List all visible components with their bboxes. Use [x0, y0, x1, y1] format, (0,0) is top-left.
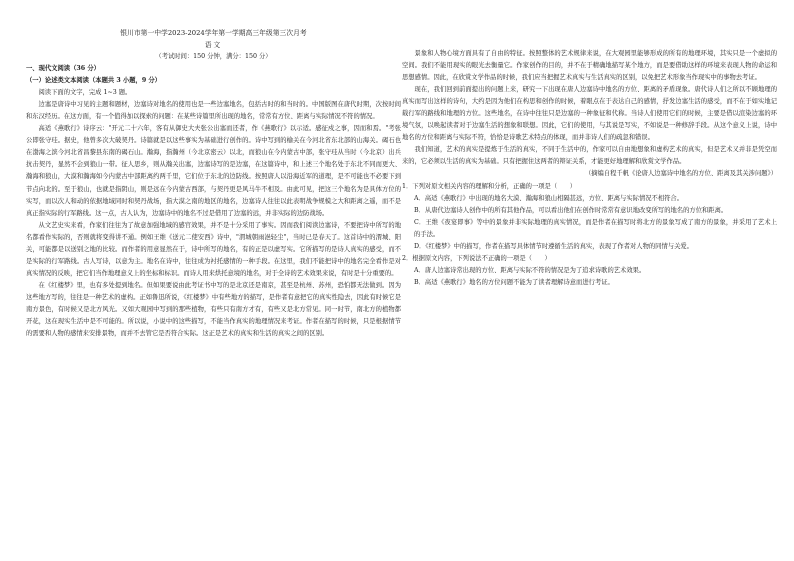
paragraph: 在《红楼梦》里，也有多处提到地名。但如果要说由此考证书中写的是北京还是南京，甚至是杭州、苏州，恐怕都无法做到。因为这些地方写的，往往是一种艺术的虚构。正如鲁迅所说，《红楼梦》中有些地方的描写，是作者有意把它的真实性隐去，因此有时候它是南方景色，有时候又是北方风光。又如大观园中写到的那些植物，有些只有南方才有，有些又是北方常见。同一时节，南北方的植物都开花，这在现实生活中是不可能的。所以说，小说中的这些描写，不能当作真实的地理情况来考证。作者在描写的时候，只是根据情节的需要和人物的感情来安排景物，而并不去管它是否符合实际。这正是艺术的真实和生活的真实之间的区别。 [26, 281, 401, 338]
answer-option[interactable]: A．唐人边塞诗常出现的方位、距离与实际不符的情况是为了追求诗歌的艺术效果。 [414, 266, 646, 274]
paragraph: 景象和人物心境方面具有了自由的特征。按照整体的艺术规律来说，在大观园里能够形成的所有的地理环境，其实只是一个虚拟的空间。我们不能用现实的眼光去衡量它。作家创作的目的，并不在于精确地描写某个地方，而是要借助这样的环境来表现人物的命运和思想感情。因此，在欣赏文学作品的时候，我们应当把握艺术真实与生活真实的区别，以免把艺术形象当作现实中的事物去考证。 [402, 50, 777, 82]
source-note: （摘编自程千帆《论唐人边塞诗中地名的方位、距离及其关涉问题》） [584, 170, 777, 178]
section-heading: 一、现代文阅读（36 分） [26, 65, 100, 73]
exam-subject: 语文 [204, 41, 223, 49]
left-column [26, 0, 401, 340]
answer-option[interactable]: D．《红楼梦》中的描写，作者在描写具体情节时遵循生活的真实，表现了作者对人物的同情与关爱。 [414, 242, 693, 250]
answer-option[interactable]: C．王维《夜宴即事》等中的景象并非实际地理的真实情况，而是作者在描写时将北方的景象写成了南方的景象，并采用了艺术上的手法。 [414, 218, 777, 238]
answer-option[interactable]: A．高适《燕歌行》中出现的地名大漠、瀚海和狼山相隔甚远，方位、距离与实际情况不相符合。 [414, 194, 684, 202]
exam-info: （考试时间：150 分钟，满分：150 分） [155, 53, 272, 60]
question-stem: 2．根据原文内容，下列说法不正确的一项是（ ） [402, 254, 551, 262]
paragraph: 边塞是唐诗中习见的主题和题材，边塞诗对地名的使用也是一些边塞地名，包括古时的和当时的。中国版图在唐代时期，次按时间和东汉经历。在这方面，有一个值得加以探索的问题：在某些诗篇里所出现的地名，常常有方位、距离与实际情况不符的情况。 [26, 101, 401, 121]
question-stem: 1．下列对原文相关内容的理解和分析，正确的一项是（ ） [402, 182, 577, 190]
exam-title: 银川市第一中学2023-2024学年第一学期高三年级第三次月考 [120, 29, 307, 37]
section-sub-heading: （一）论述类文本阅读（本题共 3 小题，9 分） [26, 77, 161, 85]
paragraph: 我们知道，艺术的真实是提炼于生活的真实，不同于生活中的，作家可以自由地想象和虚构艺术的真实，但是艺术又并非是凭空而来的，它必须以生活的真实为基础。只有把握住这两者的辩证关系，才能更好地理解和欣赏文学作品。 [402, 146, 777, 166]
paragraph: 从文艺史实来看，作家们往往为了故意加强地域的感官效果，并不是十分采用了事实。因而我们阅读边塞诗，不要把诗中所写的地名都看作实际的，否则就将变得讲不通。例如王维《送元二使安西》诗中，"渭城朝雨浥轻尘"，当时已是春天了。这首诗中的渭城、阳关，可能都是以送别之地的比较。而作者的用意显然在于，诗中所写的地名，有的正是以虚写实。它所描写的是诗人真实的感受，而不是实际的行军路线。古人写诗，以意为主。地名在诗中，往往成为衬托感情的一种手段。在这里，我们不能把诗中的地名完全看作是对真实情况的反映，把它们当作地理意义上的坐标和标识。而诗人用来烘托意境的地名，对于全诗的艺术效果来说，有时是十分重要的。 [26, 221, 401, 277]
paragraph: 高适《燕歌行》诗序云："开元二十六年，客有从御史大夫张公出塞而还者，作《燕歌行》以示适。感征戍之事，因而和焉。"考张公即张守珪。据史，他曾多次大破契丹。诗篇就是以这些事实为基础进行创作的。诗中写到的榆关在今河北省东北部的山海关。碣石也在渤海之滨今河北省昌黎县东南的碣石山。瀚海，指瀚州（今北京密云）以北，而狼山在今内蒙古中部，张守珪从当时（今北京）出兵抗击契丹，显然不会到狼山一带。征人思乡，则从瀚关出塞，边塞诗写的是边塞，在这篇诗中，和上述三个地名处于东北不同而更大、瀚海和狼山，大漠和瀚海如今内蒙古中部距离约两千里，它们位于东北的边防线。按照唐人以沿海近军的道理，是不可能也不必要下到节点向北的。至于狼山，也就是指阴山，则是远在今内蒙古西部，与契丹更是风马牛不相及。由此可见，把这三个地名为是具体方位的实写，而以次人和动的依据地域同时和契丹战场，指大漠之南的地区的地名，边塞诗人往往以此表明战争规模之大和距离之遥，而不是真正指实际的行军路线。这一点，古人认为，边塞诗中的地名不过是借用了边塞的远，并非实际的边防战场。 [26, 125, 401, 217]
answer-option[interactable]: B．从唐代边塞诗人创作中的所有其他作品，可以看出他们在创作时常常有意识地改变所写的地名的方位和距离。 [414, 206, 728, 214]
answer-option[interactable]: B．高适《燕歌行》地名的方位问题不能为了读者理解诗意而进行考证。 [414, 278, 614, 286]
paragraph: 现在，我们回到前面提出的问题上来，研究一下出现在唐人边塞诗中地名的方位、距离的矛盾现象。唐代诗人们之所以不顾地理的真实而写出这样的诗句，大约是因为他们在构思和创作的时候，着眼点在于表达自己的感情，抒发边塞生活的感受，而不在于如实地记载行军的路线和地理的方位。这些地名，在诗中往往只是边塞的一种象征和代称。当诗人们使用它们的时候，主要是借以渲染边塞的环境气氛，以唤起读者对于边塞生活的想象和联想。因此，它们的使用，与其说是写实，不如说是一种修辞手段。从这个意义上说，诗中地名的方位和距离与实际不符，恰恰是诗歌艺术特点的体现，而并非诗人们的疏忽和错误。 [402, 86, 777, 142]
section-instruction: 阅读下面的文字，完成 1~3 题。 [38, 89, 132, 97]
right-column [402, 0, 777, 289]
